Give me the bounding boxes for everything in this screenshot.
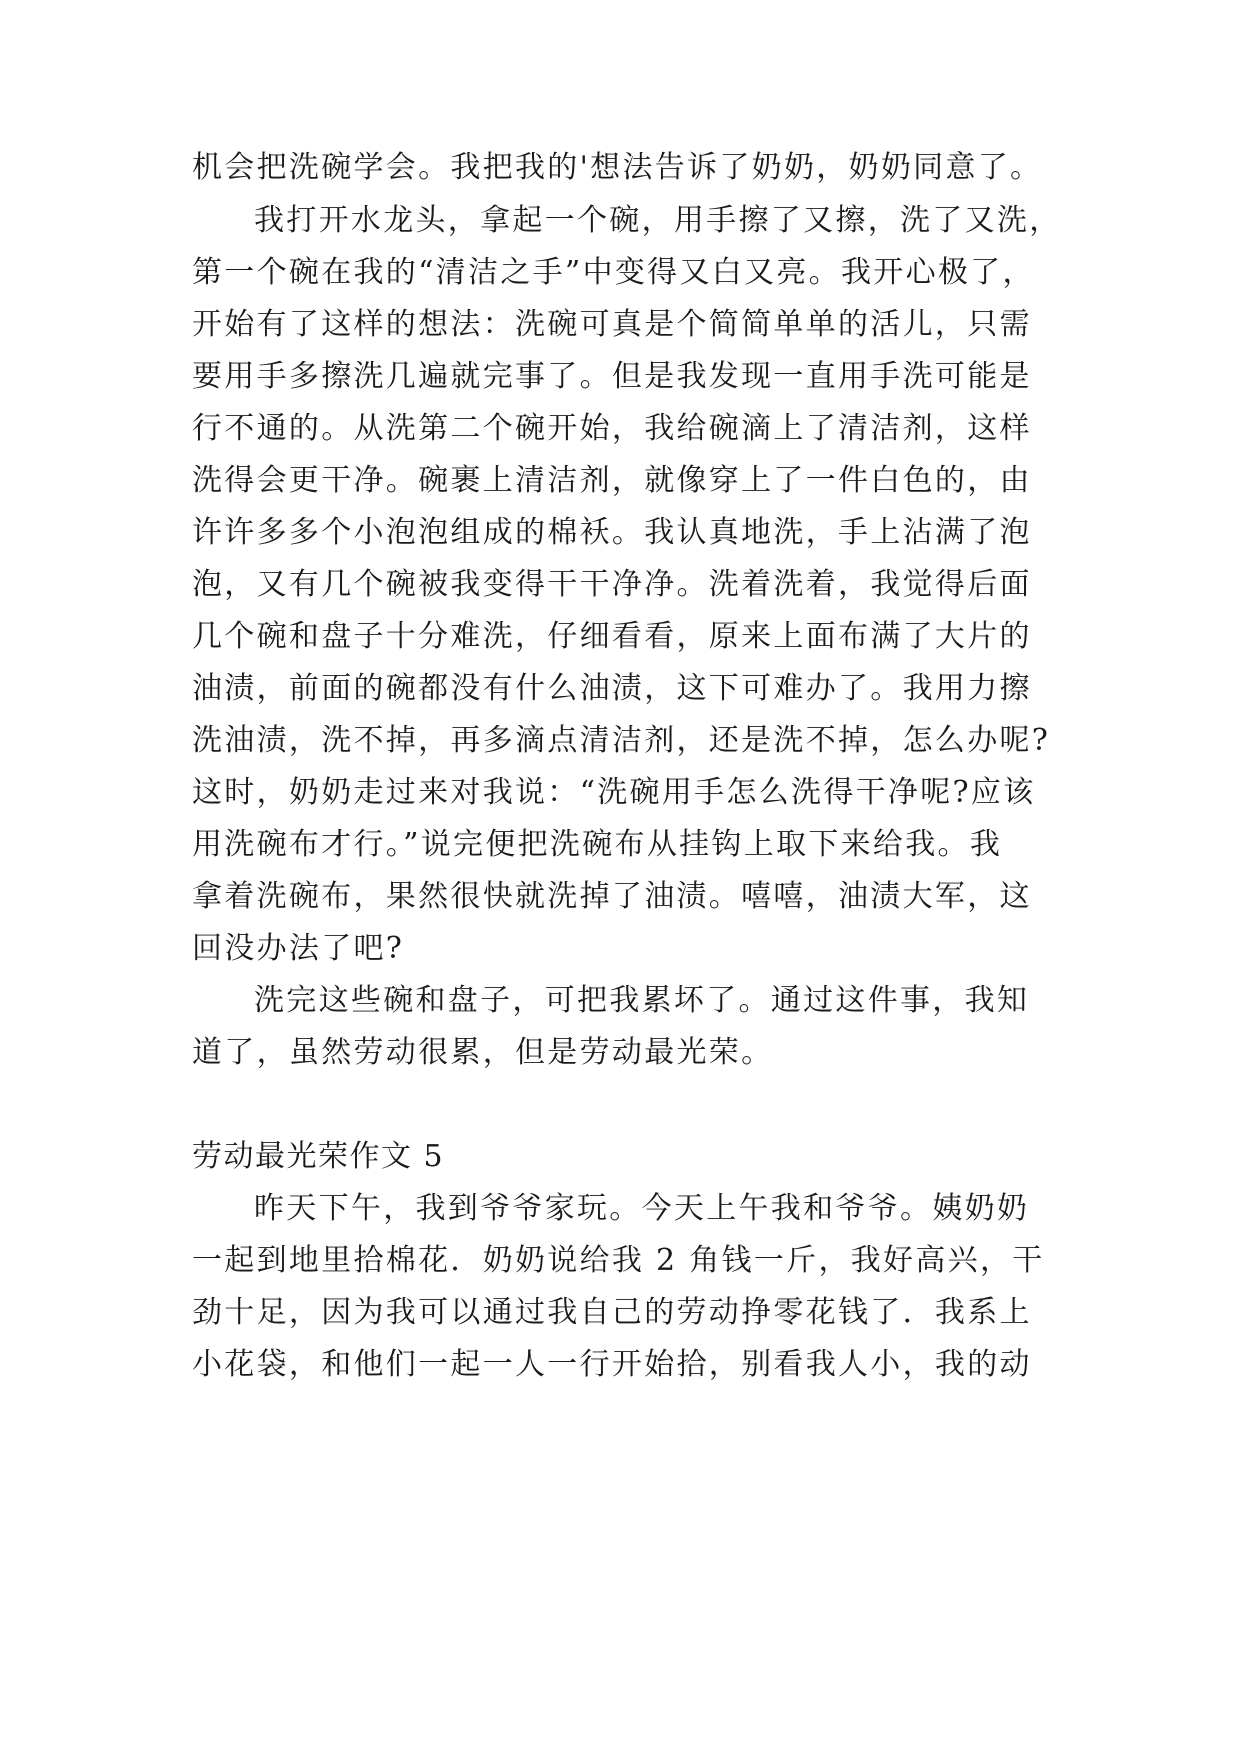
section-title: 劳动最光荣作文 5 — [192, 1139, 445, 1174]
text-line: 洗油渍，洗不掉，再多滴点清洁剂，还是洗不掉，怎么办呢? — [192, 723, 1051, 758]
text-line: 几个碗和盘子十分难洗，仔细看看，原来上面布满了大片的 — [192, 619, 1032, 654]
text-line: 道了，虽然劳动很累，但是劳动最光荣。 — [192, 1035, 774, 1070]
text-line: 这时，奶奶走过来对我说：“洗碗用手怎么洗得干净呢?应该 — [192, 775, 1036, 810]
text-line: 泡，又有几个碗被我变得干干净净。洗着洗着，我觉得后面 — [192, 567, 1032, 602]
text-line: 要用手多擦洗几遍就完事了。但是我发现一直用手洗可能是 — [192, 359, 1032, 394]
text-line: 开始有了这样的想法：洗碗可真是个简简单单的活儿，只需 — [192, 307, 1032, 342]
text-line: 行不通的。从洗第二个碗开始，我给碗滴上了清洁剂，这样 — [192, 411, 1032, 446]
text-line: 许许多多个小泡泡组成的棉袄。我认真地洗，手上沾满了泡 — [192, 515, 1032, 550]
text-line: 机会把洗碗学会。我把我的'想法告诉了奶奶，奶奶同意了。 — [192, 150, 1043, 185]
text-line: 小花袋，和他们一起一人一行开始拾，别看我人小，我的动 — [192, 1347, 1032, 1382]
text-line: 用洗碗布才行。”说完便把洗碗布从挂钩上取下来给我。我 — [192, 827, 1003, 862]
paragraph-first-line: 我打开水龙头，拿起一个碗，用手擦了又擦，洗了又洗， — [254, 203, 1062, 238]
paragraph-first-line: 昨天下午，我到爷爷家玩。今天上午我和爷爷。姨奶奶 — [254, 1191, 1030, 1226]
text-line: 洗得会更干净。碗裹上清洁剂，就像穿上了一件白色的，由 — [192, 463, 1032, 498]
text-line: 劲十足，因为我可以通过我自己的劳动挣零花钱了．我系上 — [192, 1295, 1032, 1330]
text-line: 油渍，前面的碗都没有什么油渍，这下可难办了。我用力擦 — [192, 671, 1032, 706]
text-line: 拿着洗碗布，果然很快就洗掉了油渍。嘻嘻，油渍大军，这 — [192, 879, 1032, 914]
text-line: 第一个碗在我的“清洁之手”中变得又白又亮。我开心极了， — [192, 255, 1035, 290]
paragraph-first-line: 洗完这些碗和盘子，可把我累坏了。通过这件事，我知 — [254, 983, 1030, 1018]
text-line: 一起到地里拾棉花．奶奶说给我 2 角钱一斤，我好高兴，干 — [192, 1243, 1045, 1278]
text-line: 回没办法了吧? — [192, 931, 405, 966]
